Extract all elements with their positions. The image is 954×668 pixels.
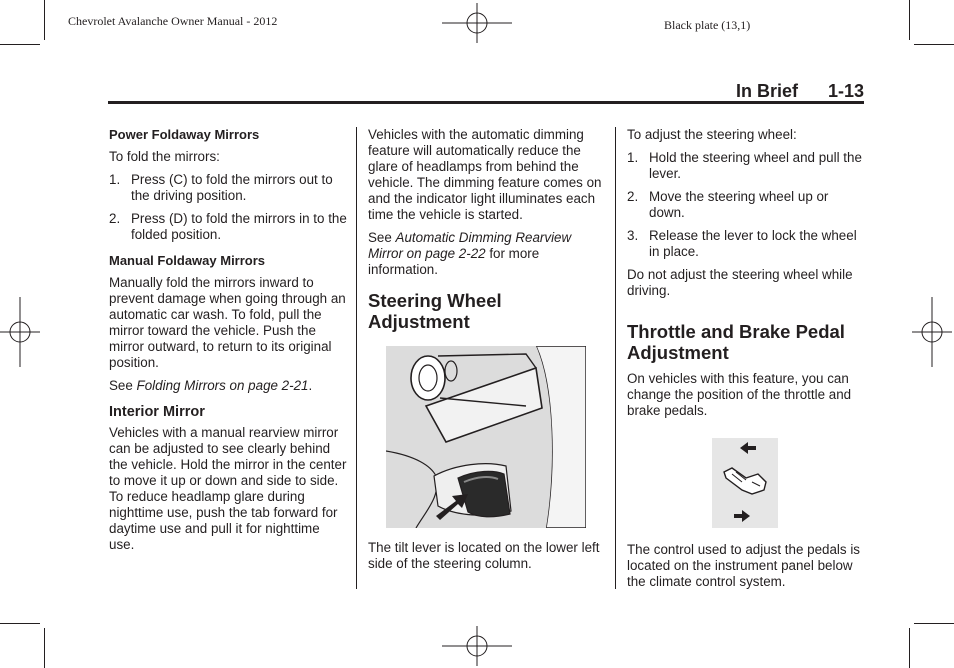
column-1 (109, 127, 347, 560)
section-title: In Brief (735, 81, 798, 101)
column-divider-1 (356, 127, 357, 589)
registration-mark-top (442, 3, 512, 43)
adjustable-pedal-icon (712, 438, 778, 528)
folding-mirrors-ref: Folding Mirrors on page 2-21 (136, 378, 309, 393)
manual-foldaway-heading: Manual Foldaway Mirrors (109, 253, 266, 268)
crop-mark-br-h (914, 623, 954, 624)
auto-dimming-text: Vehicles with the automatic dimming feature will automatically reduce the glare of headlamps from behind the vehicle. The dimming feature comes on and the indicator light illuminates each time the vehicle is started. (368, 127, 602, 222)
list-text: Press (D) to fold the mirrors in to the folded position. (131, 211, 347, 242)
list-text: Release the lever to lock the wheel in place. (649, 228, 857, 259)
manual-foldaway-see: See Folding Mirrors on page 2-21. (109, 378, 313, 393)
list-item (627, 150, 867, 182)
interior-mirror-text: Vehicles with a manual rearview mirror can be adjusted to see clearly behind the vehicle. Hold the mirror in the center to move it up or down and side to side. To reduce headlamp glare during nighttime use, push the tab forward for daytime use and pull it for nighttime use. (109, 425, 347, 552)
page-number: 1-13 (827, 81, 864, 101)
list-item (109, 211, 347, 243)
crop-mark-bl-h (0, 623, 40, 624)
steering-column-illustration (386, 346, 586, 528)
pedal-adjustment-heading: Throttle and Brake Pedal Adjustment (627, 321, 845, 363)
manual-foldaway-text: Manually fold the mirrors inward to prevent damage when going through an automatic car wash. To fold, pull the mirror toward the vehicle. Push the mirror outward, to return to its original position. (109, 275, 346, 370)
adjust-intro: To adjust the steering wheel: (627, 127, 797, 142)
list-item (627, 228, 867, 260)
column-divider-2 (615, 127, 616, 589)
auto-dimming-ref: Automatic Dimming Rearview Mirror on page 2-22 (368, 230, 572, 261)
list-item (627, 189, 867, 221)
power-foldaway-heading: Power Foldaway Mirrors (109, 127, 260, 142)
list-text: Move the steering wheel up or down. (649, 189, 829, 220)
crop-mark-tr-h (914, 44, 954, 45)
registration-mark-right (912, 297, 952, 367)
list-number: 2. (627, 189, 639, 204)
registration-mark-bottom (442, 626, 512, 666)
list-text: Hold the steering wheel and pull the lever. (649, 150, 862, 181)
pedal-intro-text: On vehicles with this feature, you can change the position of the throttle and brake pedals. (627, 371, 852, 418)
crop-mark-tl-h (0, 44, 40, 45)
crop-mark-br-v (909, 628, 910, 668)
power-intro: To fold the mirrors: (109, 149, 220, 164)
list-number: 1. (109, 172, 121, 187)
list-text: Press (C) to fold the mirrors out to the driving position. (131, 172, 333, 203)
steering-wheel-heading: Steering Wheel Adjustment (368, 290, 502, 332)
crop-mark-bl-v (44, 628, 45, 668)
interior-mirror-heading: Interior Mirror (109, 404, 205, 420)
list-number: 3. (627, 228, 639, 243)
list-item (109, 172, 347, 204)
crop-mark-tl-v (44, 0, 45, 40)
column-3 (627, 127, 867, 597)
plate-label: Black plate (13,1) (664, 18, 751, 32)
column-2 (368, 127, 606, 579)
crop-mark-tr-v (909, 0, 910, 40)
steering-warning: Do not adjust the steering wheel while driving. (627, 267, 853, 298)
registration-mark-left (0, 297, 40, 367)
header-rule (108, 101, 864, 104)
list-number: 2. (109, 211, 121, 226)
running-head (736, 81, 864, 102)
manual-title: Chevrolet Avalanche Owner Manual - 2012 (68, 14, 278, 28)
tilt-lever-caption: The tilt lever is located on the lower left side of the steering column. (368, 540, 600, 571)
auto-dimming-see: See Automatic Dimming Rearview Mirror on page 2-22 for more information. (368, 230, 572, 277)
pedal-control-text: The control used to adjust the pedals is located on the instrument panel below the climate control system. (627, 542, 860, 589)
list-number: 1. (627, 150, 639, 165)
